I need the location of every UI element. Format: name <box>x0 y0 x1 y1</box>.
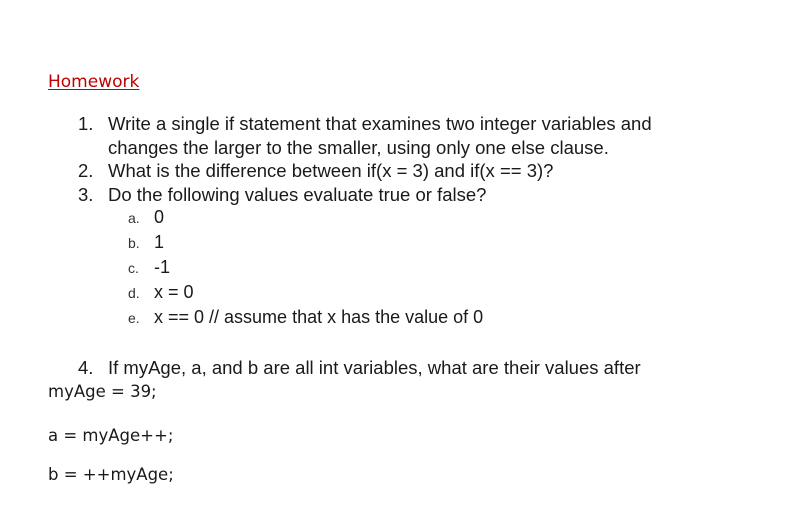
subitem-value: 1 <box>154 232 165 252</box>
subitem-letter: a. <box>128 210 140 226</box>
subitem-letter: d. <box>128 285 140 301</box>
code-line-b: b = ++myAge; <box>48 465 174 484</box>
subitem-value: -1 <box>154 257 171 277</box>
subitem-letter: b. <box>128 235 140 251</box>
subitem-value: x = 0 <box>154 282 194 302</box>
code-line-myage: myAge = 39; <box>48 382 157 401</box>
subitem-letter: e. <box>128 310 140 326</box>
question-text: Do the following values evaluate true or false? <box>108 184 487 205</box>
homework-heading: Homework <box>48 72 140 92</box>
subitem-value: x == 0 // assume that x has the value of 0 <box>154 307 484 327</box>
question-number: 1. <box>78 113 94 134</box>
subitem-value: 0 <box>154 207 165 227</box>
subitem-letter: c. <box>128 260 139 276</box>
question-text: Write a single if statement that examines two integer variables and <box>108 113 652 134</box>
question-text: What is the difference between if(x = 3) and if(x == 3)? <box>108 160 554 181</box>
question-number: 4. <box>78 357 94 378</box>
question-number: 2. <box>78 160 94 181</box>
question-number: 3. <box>78 184 94 205</box>
code-line-a: a = myAge++; <box>48 426 174 445</box>
question-1-continuation: changes the larger to the smaller, using only one else clause. <box>108 137 609 158</box>
question-text: If myAge, a, and b are all int variables, what are their values after <box>108 357 641 378</box>
